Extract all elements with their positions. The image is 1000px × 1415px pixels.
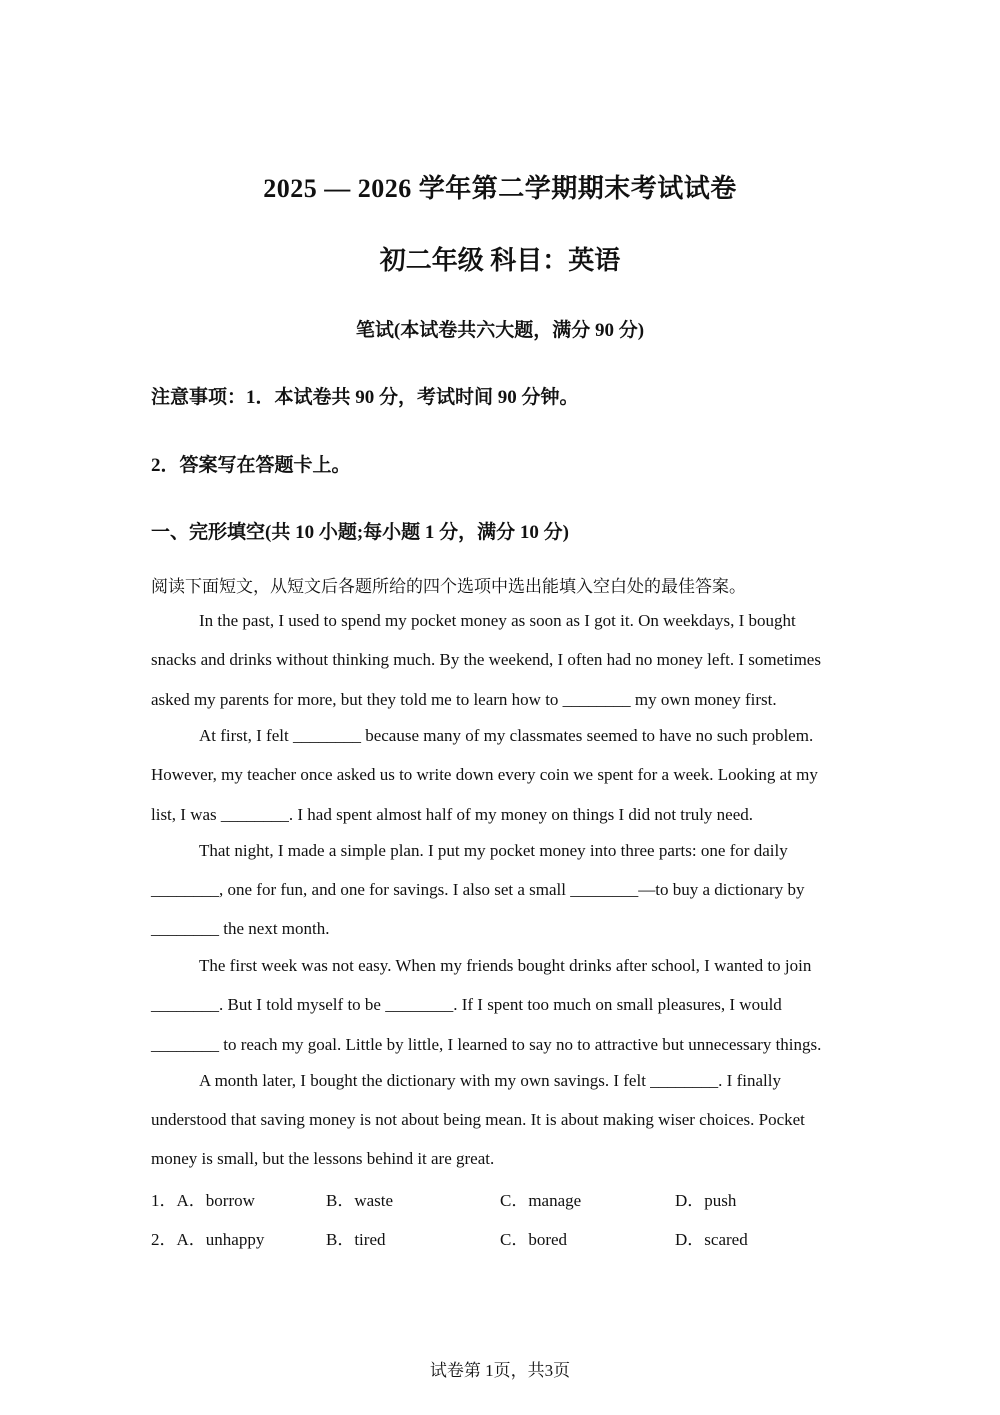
question-2 xyxy=(151,1225,851,1249)
written-exam-heading: 笔试(本试卷共六大题，满分 90 分) xyxy=(355,320,645,341)
question-1 xyxy=(151,1186,851,1210)
exam-subtitle: 初二年级 科目：英语 xyxy=(379,246,621,275)
notice-line-1: 注意事项：1．本试卷共 90 分，考试时间 90 分钟。 xyxy=(151,387,579,408)
passage-line: The first week was not easy. When my friends bought drinks after school, I wanted to join xyxy=(199,956,812,975)
passage-line: money is small, but the lessons behind it are great. xyxy=(151,1149,495,1168)
passage-line: At first, I felt ________ because many of my classmates seemed to have no such problem. xyxy=(199,726,814,745)
passage-line: That night, I made a simple plan. I put my pocket money into three parts: one for daily xyxy=(199,841,788,860)
passage-line: understood that saving money is not about being mean. It is about making wiser choices. Pocket xyxy=(151,1110,805,1129)
passage-line: In the past, I used to spend my pocket money as soon as I got it. On weekdays, I bought xyxy=(199,611,796,630)
section-heading: 一、完形填空(共 10 小题;每小题 1 分，满分 10 分) xyxy=(151,522,569,543)
passage-line: ________. But I told myself to be ________. If I spent too much on small pleasures, I would xyxy=(151,995,782,1014)
question-2-option-d: D．scared xyxy=(675,1230,748,1249)
passage-line: snacks and drinks without thinking much. By the weekend, I often had no money left. I sometimes xyxy=(151,650,821,669)
passage-line: list, I was ________. I had spent almost half of my money on things I did not truly need. xyxy=(151,805,754,824)
passage-line: ________ to reach my goal. Little by little, I learned to say no to attractive but unnecessary things. xyxy=(151,1035,822,1054)
exam-title: 2025 — 2026 学年第二学期期末考试试卷 xyxy=(263,174,737,203)
question-1-option-b: B．waste xyxy=(326,1191,394,1210)
section-instruction: 阅读下面短文，从短文后各题所给的四个选项中选出能填入空白处的最佳答案。 xyxy=(151,577,746,596)
passage-line: ________, one for fun, and one for savings. I also set a small ________—to buy a dictionary by xyxy=(151,880,805,899)
passage-line: However, my teacher once asked us to write down every coin we spent for a week. Looking at my xyxy=(151,765,818,784)
question-1-option-a: 1．A．borrow xyxy=(151,1191,255,1210)
question-2-option-c: C．bored xyxy=(500,1230,568,1249)
page-footer: 试卷第 1页，共3页 xyxy=(429,1361,571,1380)
passage-line: asked my parents for more, but they told me to learn how to ________ my own money first. xyxy=(151,690,777,709)
passage-line: A month later, I bought the dictionary with my own savings. I felt ________. I finally xyxy=(199,1071,781,1090)
passage-line: ________ the next month. xyxy=(151,919,330,938)
question-2-option-b: B．tired xyxy=(326,1230,386,1249)
question-1-option-c: C．manage xyxy=(500,1191,582,1210)
question-2-option-a: 2．A．unhappy xyxy=(151,1230,265,1249)
question-1-option-d: D．push xyxy=(675,1191,737,1210)
notice-line-2: 2．答案写在答题卡上。 xyxy=(151,455,351,476)
